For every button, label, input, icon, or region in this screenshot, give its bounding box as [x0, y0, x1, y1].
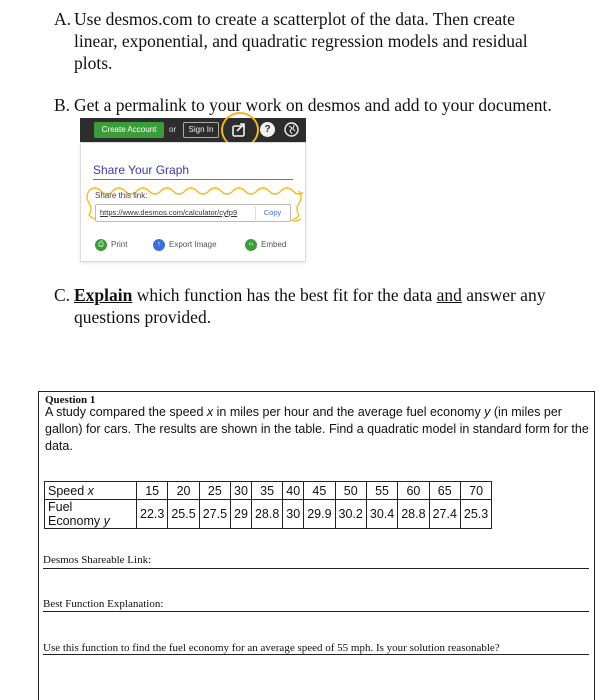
- embed-label: Embed: [261, 240, 287, 250]
- economy-cell: 28.8: [398, 500, 429, 529]
- economy-cell: 28.8: [251, 500, 282, 529]
- economy-cell: 27.4: [429, 500, 460, 529]
- or-text: or: [169, 125, 177, 134]
- export-label: Export Image: [169, 240, 217, 250]
- question-var-x: x: [206, 405, 214, 419]
- speed-cell: 60: [398, 482, 429, 500]
- step-a-line3: plots.: [74, 53, 113, 73]
- question-body: [45, 404, 590, 455]
- desmos-toolbar: [80, 118, 306, 142]
- step-c-letter: C.: [54, 285, 71, 305]
- table-row-header-economy: [45, 500, 137, 529]
- share-panel: [80, 142, 306, 262]
- share-link-label: Share this link:: [95, 191, 148, 200]
- table-row-header-speed: [45, 482, 137, 500]
- data-table: [44, 481, 492, 529]
- speed-cell: 70: [460, 482, 491, 500]
- question-title: Question 1: [45, 394, 96, 406]
- explanation-label: Best Function Explanation:: [43, 598, 164, 610]
- shareable-link-label: Desmos Shareable Link:: [43, 554, 152, 566]
- speed-cell: 20: [168, 482, 199, 500]
- question-var-y: y: [484, 405, 491, 419]
- step-a: [54, 8, 574, 74]
- print-icon: ⎙: [95, 239, 107, 251]
- speed-cell: 15: [137, 482, 168, 500]
- fuel-var: y: [103, 514, 110, 528]
- step-c-line2: questions provided.: [74, 307, 212, 327]
- create-account-button[interactable]: Create Account: [94, 122, 164, 138]
- export-icon: ↑: [153, 239, 165, 251]
- step-a-letter: A.: [54, 9, 72, 29]
- step-b-text: Get a permalink to your work on desmos and add to your document.: [74, 95, 552, 115]
- speed-cell: 40: [283, 482, 304, 500]
- sign-in-button[interactable]: Sign In: [183, 122, 219, 138]
- fuel-label-2: Economy: [48, 514, 104, 528]
- share-link-text[interactable]: https://www.desmos.com/calculator/cyfp9: [100, 208, 238, 217]
- speed-cell: 55: [366, 482, 397, 500]
- step-c-explain: Explain: [74, 285, 133, 305]
- question-body-p3: (in miles per gallon) for cars. The results are shown in the table. Find a quadratic model in standard form for the data.: [45, 405, 589, 453]
- share-link-field[interactable]: [95, 204, 291, 222]
- shareable-link-line[interactable]: [43, 568, 589, 569]
- economy-cell: 25.5: [168, 500, 199, 529]
- economy-cell: 30: [283, 500, 304, 529]
- step-a-line2: linear, exponential, and quadratic regression models and residual: [74, 31, 528, 51]
- table-row-economy: [45, 500, 492, 529]
- globe-icon[interactable]: [284, 122, 299, 137]
- speed-cell: 65: [429, 482, 460, 500]
- speed-var: x: [87, 483, 94, 498]
- print-button[interactable]: [95, 239, 127, 251]
- speed-label: Speed: [48, 483, 88, 498]
- speed-cell: 25: [199, 482, 230, 500]
- step-c-end: answer any: [461, 285, 546, 305]
- economy-cell: 29: [231, 500, 252, 529]
- explanation-line[interactable]: [43, 611, 589, 612]
- question-box: [38, 391, 595, 700]
- step-c-mid: which function has the best fit for the data: [132, 285, 437, 305]
- help-icon[interactable]: ?: [260, 122, 275, 137]
- step-a-line1: Use desmos.com to create a scatterplot of the data. Then create: [74, 9, 515, 29]
- step-b-letter: B.: [54, 95, 71, 115]
- economy-cell: 25.3: [460, 500, 491, 529]
- step-b: [54, 94, 594, 116]
- speed-cell: 35: [251, 482, 282, 500]
- speed-cell: 50: [335, 482, 366, 500]
- copy-button[interactable]: Copy: [255, 206, 289, 220]
- table-row-speed: [45, 482, 492, 500]
- economy-cell: 27.5: [199, 500, 230, 529]
- speed-cell: 30: [231, 482, 252, 500]
- embed-button[interactable]: [245, 239, 286, 251]
- economy-cell: 29.9: [304, 500, 335, 529]
- question-body-p2: in miles per hour and the average fuel economy: [213, 405, 485, 419]
- highlight-squiggle: [85, 173, 303, 233]
- economy-cell: 30.4: [366, 500, 397, 529]
- use-function-label: Use this function to find the fuel economy for an average speed of 55 mph. Is your solution reasonable?: [43, 642, 500, 654]
- step-c-and: and: [436, 285, 462, 305]
- share-title: Share Your Graph: [93, 163, 190, 177]
- embed-icon: ‹›: [245, 239, 257, 251]
- fuel-label-1: Fuel: [48, 500, 73, 514]
- economy-cell: 22.3: [137, 500, 168, 529]
- economy-cell: 30.2: [335, 500, 366, 529]
- question-body-p1: A study compared the speed: [45, 405, 207, 419]
- print-label: Print: [111, 240, 128, 250]
- step-c: [54, 284, 594, 328]
- export-image-button[interactable]: [153, 239, 217, 251]
- use-function-line[interactable]: [43, 654, 589, 655]
- speed-cell: 45: [304, 482, 335, 500]
